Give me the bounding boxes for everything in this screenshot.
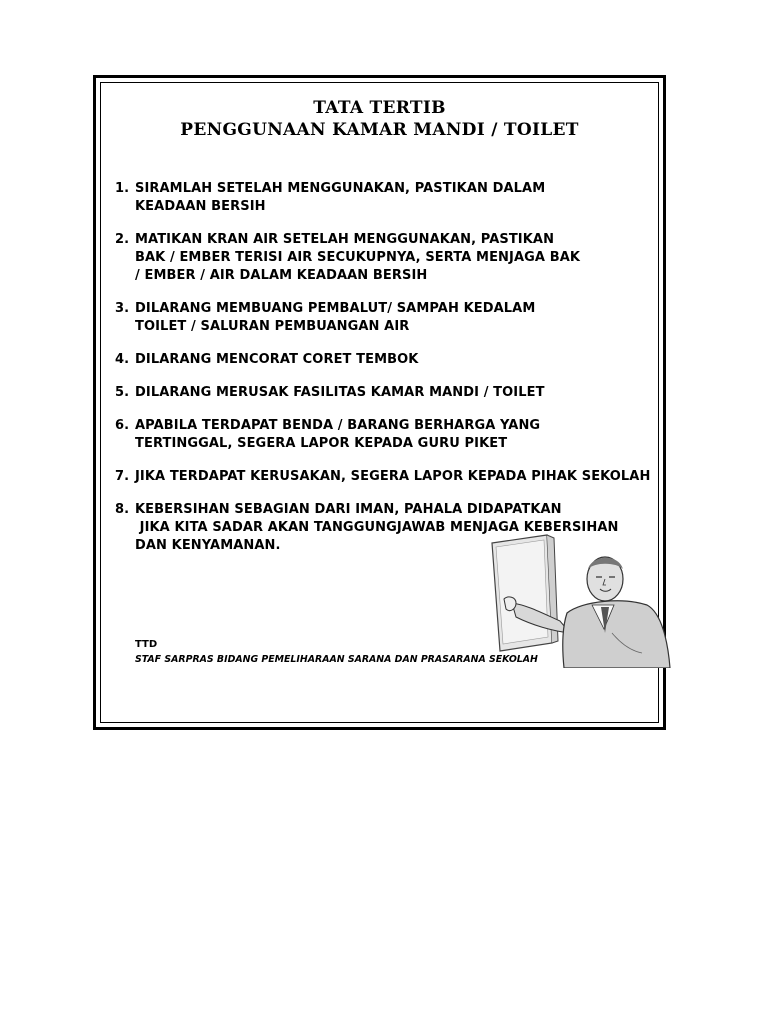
rule-number: 7. xyxy=(115,469,130,484)
rule-text-line: JIKA KITA SADAR AKAN TANGGUNGJAWAB MENJAGA KEBERSIHAN xyxy=(135,520,619,535)
signature-staff: STAF SARPRAS BIDANG PEMELIHARAAN SARANA DAN PRASARANA SEKOLAH xyxy=(135,654,538,665)
rule-number: 3. xyxy=(115,301,130,316)
rule-number: 5. xyxy=(115,385,130,400)
rule-text-line: / EMBER / AIR DALAM KEADAAN BERSIH xyxy=(135,268,428,283)
rule-text-line: TERTINGGAL, SEGERA LAPOR KEPADA GURU PIKET xyxy=(135,436,508,451)
title-line-1: TATA TERTIB xyxy=(313,98,446,118)
rule-number: 4. xyxy=(115,352,130,367)
rule-text-line: SIRAMLAH SETELAH MENGGUNAKAN, PASTIKAN DALAM xyxy=(135,181,546,196)
rule-text-line: JIKA TERDAPAT KERUSAKAN, SEGERA LAPOR KEPADA PIHAK SEKOLAH xyxy=(135,469,651,484)
rule-item xyxy=(115,417,660,453)
rule-text-line: DAN KENYAMANAN. xyxy=(135,538,281,553)
signature-ttd: TTD xyxy=(135,639,158,650)
rule-item xyxy=(115,231,660,285)
rule-item xyxy=(115,180,660,216)
rule-text-line: KEADAAN BERSIH xyxy=(135,199,266,214)
notice-frame xyxy=(93,75,666,730)
rule-number: 2. xyxy=(115,232,130,247)
rule-text-line: MATIKAN KRAN AIR SETELAH MENGGUNAKAN, PASTIKAN xyxy=(135,232,555,247)
rule-text-line: DILARANG MEMBUANG PEMBALUT/ SAMPAH KEDALAM xyxy=(135,301,536,316)
rule-number: 6. xyxy=(115,418,130,433)
rules-list xyxy=(115,180,660,570)
rule-text-line: DILARANG MENCORAT CORET TEMBOK xyxy=(135,352,419,367)
rule-text-line: APABILA TERDAPAT BENDA / BARANG BERHARGA YANG xyxy=(135,418,541,433)
rule-text-line: BAK / EMBER TERISI AIR SECUKUPNYA, SERTA MENJAGA BAK xyxy=(135,250,581,265)
rule-item xyxy=(115,384,660,402)
rule-text-line: DILARANG MERUSAK FASILITAS KAMAR MANDI / TOILET xyxy=(135,385,545,400)
rule-text-line: KEBERSIHAN SEBAGIAN DARI IMAN, PAHALA DIDAPATKAN xyxy=(135,502,562,517)
rule-item xyxy=(115,468,660,486)
rule-item xyxy=(115,300,660,336)
rule-number: 8. xyxy=(115,502,130,517)
rule-text-line: TOILET / SALURAN PEMBUANGAN AIR xyxy=(135,319,410,334)
rule-number: 1. xyxy=(115,181,130,196)
title-line-2: PENGGUNAAN KAMAR MANDI / TOILET xyxy=(180,120,579,140)
rule-item xyxy=(115,351,660,369)
presenter-pointing-at-board-icon xyxy=(472,533,672,668)
